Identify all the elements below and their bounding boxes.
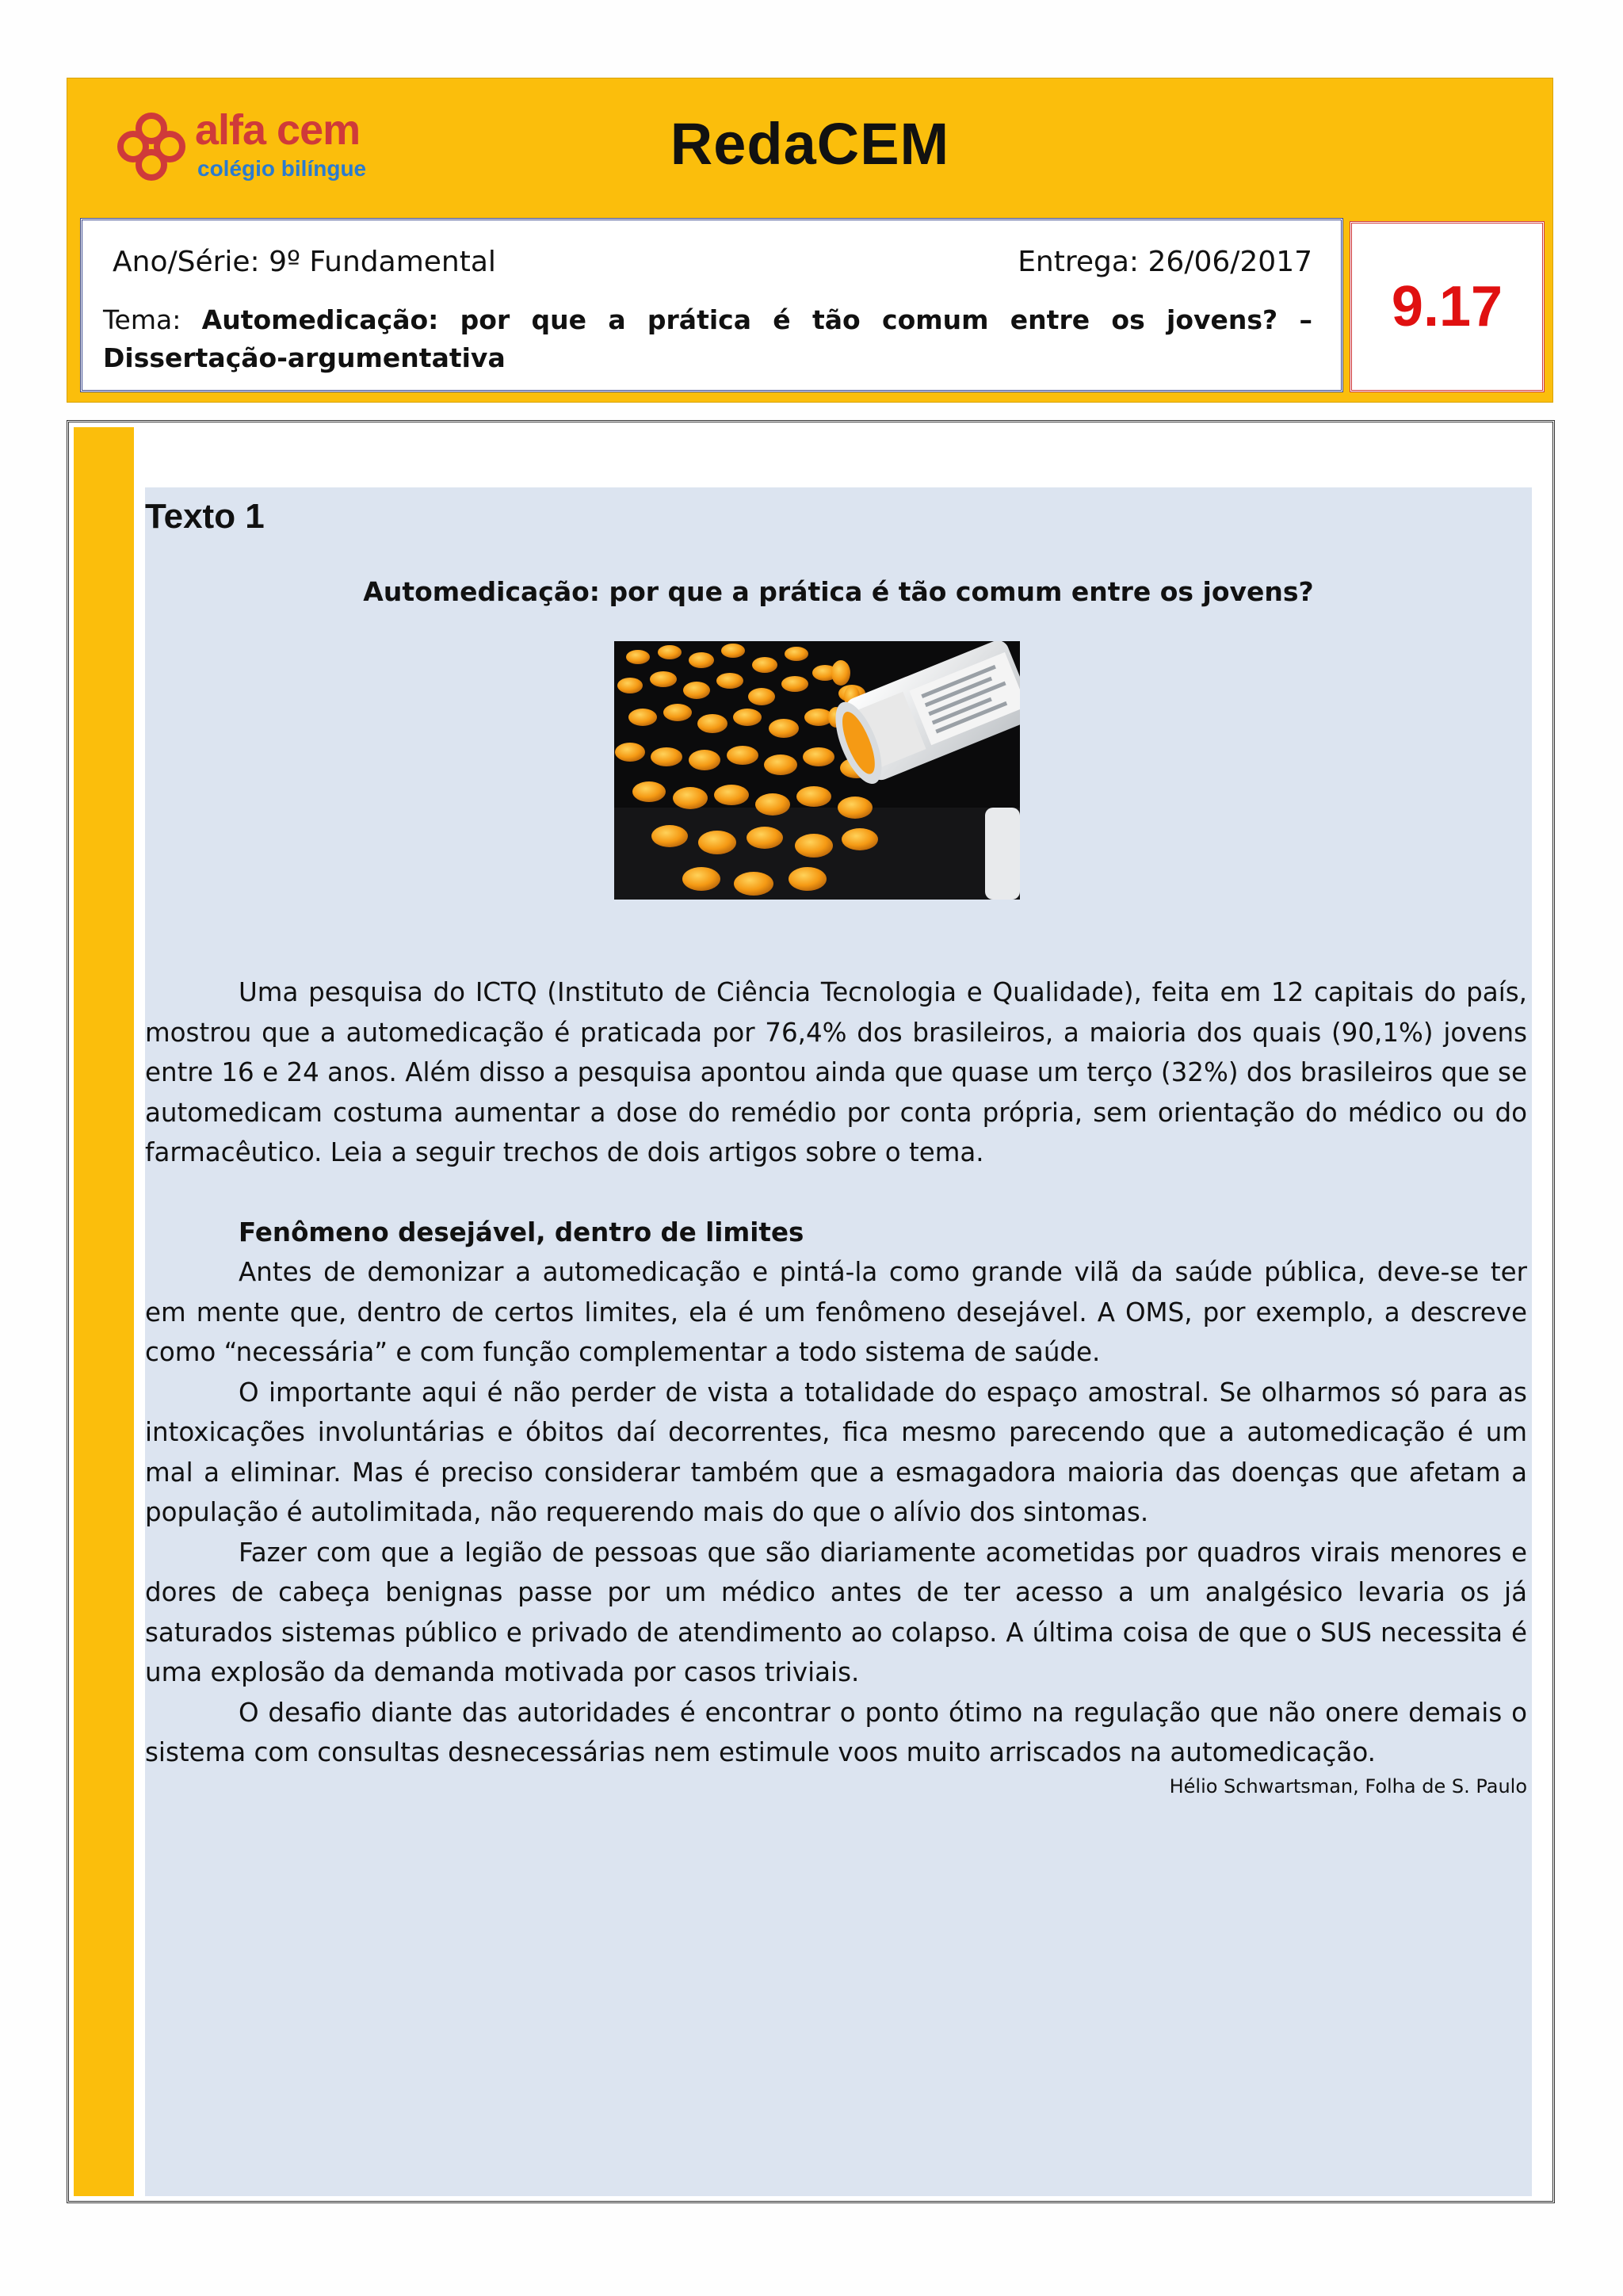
side-strip [74, 427, 134, 2196]
article-body [145, 972, 1527, 1800]
pills-photo [614, 641, 1020, 900]
article-title: Automedicação: por que a prática é tão comum entre os jovens? [363, 576, 1314, 607]
brand-title: RedaCEM [670, 111, 950, 177]
texto-label: Texto 1 [145, 497, 265, 536]
text-panel [145, 487, 1532, 2196]
section-subtitle: Fenômeno desejável, dentro de limites [239, 1217, 804, 1247]
paragraph-3: Fazer com que a legião de pessoas que são diariamente acometidas por quadros virais menores e dores de cabeça benignas passe por um médico antes de ter acesso a um analgésico levaria os já saturados sistemas público e privado de atendimento ao colapso. A última coisa de que o SUS necessita é uma explosão da demanda motivada por casos triviais. [145, 1537, 1527, 1687]
paragraph-4: O desafio diante das autoridades é encontrar o ponto ótimo na regulação que não onere demais o sistema com consultas desnecessárias nem estimule voos muito arriscados na automedicação. [145, 1697, 1527, 1767]
content-frame [67, 420, 1555, 2203]
assignment-number: 9.17 [1350, 221, 1545, 392]
header-banner [67, 78, 1553, 403]
ano-serie: Ano/Série: 9º Fundamental [113, 246, 496, 278]
logo-wordmark: alfa cem [195, 106, 361, 154]
assignment-info-box [80, 218, 1343, 392]
logo-subtitle: colégio bilíngue [197, 156, 367, 181]
tema-line [103, 301, 1312, 377]
info-row [113, 246, 1312, 278]
intro-paragraph: Uma pesquisa do ICTQ (Instituto de Ciência Tecnologia e Qualidade), feita em 12 capitais do país, mostrou que a automedicação é praticada por 76,4% dos brasileiros, a maioria dos quais (90,1%) jovens entre 16 e 24 anos. Além disso a pesquisa apontou ainda que quase um terço (32%) dos brasileiros que se automedicam costuma aumentar a dose do remédio por conta própria, sem orientação do médico ou do farmacêutico. Leia a seguir trechos de dois artigos sobre o tema. [145, 977, 1527, 1167]
tema-label: Tema: [103, 304, 181, 335]
paragraph-2: O importante aqui é não perder de vista a totalidade do espaço amostral. Se olharmos só para as intoxicações involuntárias e óbitos daí decorrentes, fica mesmo parecendo que a automedicação é um mal a eliminar. Mas é preciso considerar também que a esmagadora maioria das doenças que afetam a população é autolimitada, não requerendo mais do que o alívio dos sintomas. [145, 1377, 1527, 1527]
entrega-date: Entrega: 26/06/2017 [1018, 246, 1312, 278]
tema-text: Automedicação: por que a prática é tão comum entre os jovens? – Dissertação-argumentativa [103, 304, 1312, 373]
paragraph-1: Antes de demonizar a automedicação e pintá-la como grande vilã da saúde pública, deve-se ter em mente que, dentro de certos limites, ela é um fenômeno desejável. A OMS, por exemplo, a descreve como “necessária” e com função complementar a todo sistema de saúde. [145, 1257, 1527, 1367]
signature: Hélio Schwartsman, Folha de S. Paulo [1169, 1775, 1527, 1797]
